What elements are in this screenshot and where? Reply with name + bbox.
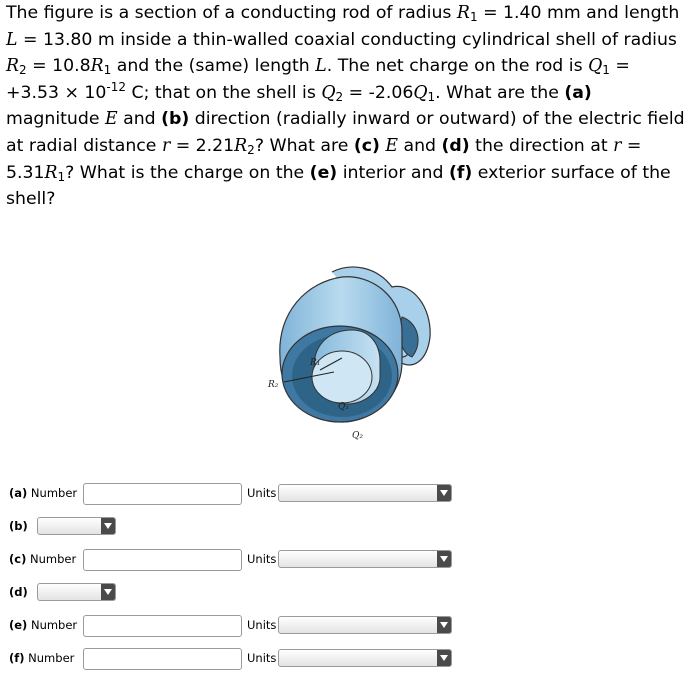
label-e: (e) Number [9,618,78,632]
triangle-down-icon [437,551,451,567]
units-select-a[interactable] [278,484,452,502]
units-label-f: Units [247,651,277,665]
units-label-a: Units [247,486,277,500]
units-label-e: Units [247,618,277,632]
triangle-down-icon [101,518,115,534]
triangle-down-icon [101,584,115,600]
rod-end [312,351,372,403]
units-select-f[interactable] [278,649,452,667]
number-input-a[interactable] [83,483,242,505]
label-a: (a) Number [9,486,78,500]
triangle-down-icon [437,617,451,633]
direction-select-b[interactable] [37,517,116,535]
number-input-c[interactable] [83,549,242,571]
label-q2: Q₂ [352,431,363,441]
problem-statement [6,0,686,213]
units-label-c: Units [247,552,277,566]
label-b: (b) [9,519,28,533]
number-input-f[interactable] [83,648,242,670]
label-r2: R₂ [268,380,279,390]
triangle-down-icon [437,650,451,666]
coaxial-cylinder-figure [262,262,452,442]
problem-text: The figure is a section of a conducting rod of radius $R_1 = 1.40$ mm and length L = 13.80 m inside a thin-walled coaxial conducting cylindrical shell of radius $R_2 = 10.8R_1$ and the (same) length L. The net charge on the rod is $Q_1 = +3.53 \times 10^{-12}$ C; that on the shell is $Q_2 = -2.06Q_1$. What are the (a) magnitude E and (b) direction (radially inward or outward) of the electric field at radial distance $r = 2.21R_2$? What are (c) E and (d) the direction at $r = 5.31R_1$? What is the charge on the (e) interior and (f) exterior surface of the shell? [6,3,685,210]
direction-select-d[interactable] [37,583,116,601]
label-q1: Q₁ [338,402,349,412]
label-r1: R₁ [310,358,321,368]
label-c: (c) Number [9,552,77,566]
triangle-down-icon [437,485,451,501]
label-d: (d) [9,585,28,599]
number-input-e[interactable] [83,615,242,637]
units-select-c[interactable] [278,550,452,568]
units-select-e[interactable] [278,616,452,634]
label-f: (f) Number [9,651,75,665]
